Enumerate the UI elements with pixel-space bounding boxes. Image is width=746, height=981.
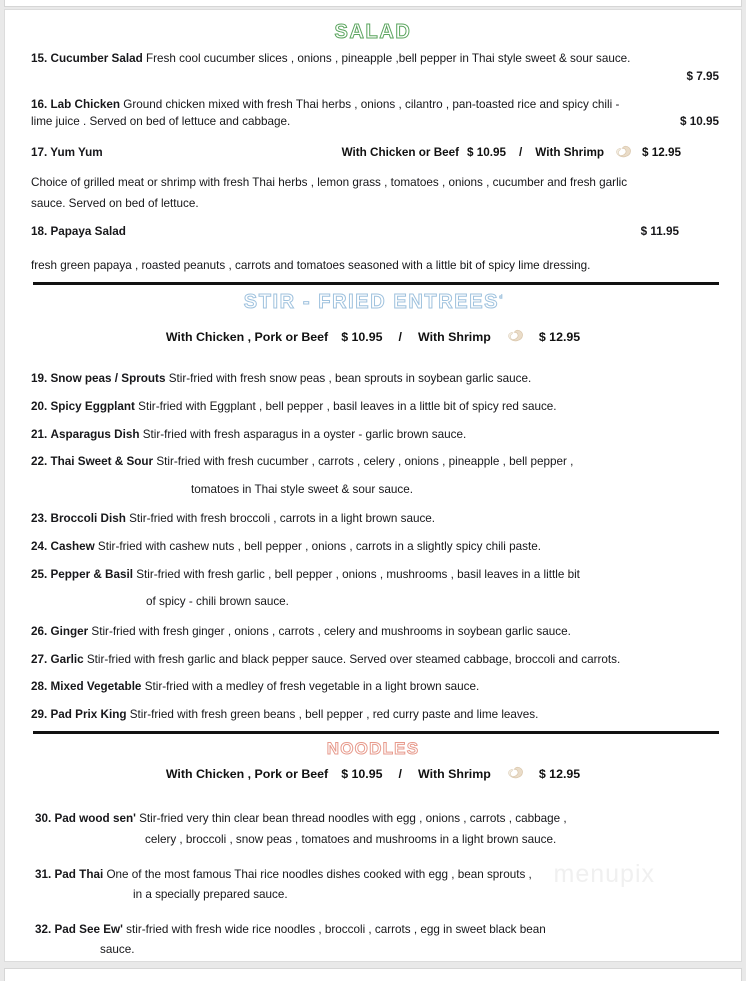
menu-item-19[interactable] xyxy=(31,371,719,388)
item-description: Stir-fried with fresh garlic and black pepper sauce. Served over steamed cabbage, broccoli and carrots. xyxy=(86,652,621,666)
item-description-line2: lime juice . Served on bed of lettuce and cabbage. xyxy=(31,114,291,128)
item-description-line2: sauce. xyxy=(100,943,135,957)
menu-page xyxy=(4,9,742,962)
noodles-combo-prices xyxy=(5,759,741,782)
item-number: 27. xyxy=(31,652,48,666)
item-18-name-row xyxy=(31,224,719,241)
menu-item-21[interactable] xyxy=(31,427,719,444)
item-number: 26. xyxy=(31,624,48,638)
menu-item-30[interactable] xyxy=(35,811,719,848)
item-description: Stir-fried with fresh garlic , bell pepper , onions , mushrooms , basil leaves in a little bit xyxy=(136,567,580,581)
item-17-description xyxy=(31,173,719,213)
combo-meat-label: With Chicken , Pork or Beef xyxy=(165,766,329,781)
item-number: 19. xyxy=(31,372,48,386)
combo-meat-price: $ 10.95 xyxy=(341,329,383,344)
item-description: Stir-fried with fresh ginger , onions , carrots , celery and mushrooms in soybean garlic sauce. xyxy=(91,624,571,638)
previous-page-edge xyxy=(4,0,742,7)
item-description: Stir-fried with fresh snow peas , bean sprouts in soybean garlic sauce. xyxy=(168,372,532,386)
stirfried-combo-prices xyxy=(5,314,741,345)
menu-item-24[interactable] xyxy=(31,539,719,556)
menu-item-18[interactable] xyxy=(31,224,719,277)
combo-meat-label: With Chicken or Beef xyxy=(341,145,460,159)
menu-item-16[interactable] xyxy=(31,97,719,130)
item-name: Thai Sweet & Sour xyxy=(50,455,154,469)
item-name: Pad Prix King xyxy=(50,707,127,721)
shrimp-icon xyxy=(612,144,634,161)
item-name: Broccoli Dish xyxy=(50,512,126,526)
menu-item-29[interactable] xyxy=(31,707,719,724)
menu-item-27[interactable] xyxy=(31,652,719,669)
item-description-line2: of spicy - chili brown sauce. xyxy=(146,595,289,609)
item-description: Stir-fried with fresh green beans , bell pepper , red curry paste and lime leaves. xyxy=(129,707,539,721)
next-page-edge xyxy=(4,968,742,981)
item-number: 22. xyxy=(31,455,48,469)
item-name-group xyxy=(31,145,103,162)
combo-shrimp-label: With Shrimp xyxy=(535,145,604,159)
section-heading-stirfried xyxy=(5,285,741,314)
item-name: Pepper & Basil xyxy=(50,567,133,581)
item-description-line1: Choice of grilled meat or shrimp with fresh Thai herbs , lemon grass , tomatoes , onions , cucumber and fresh garlic xyxy=(31,176,628,190)
item-name: Asparagus Dish xyxy=(50,427,140,441)
combo-meat-price: $ 10.95 xyxy=(341,766,383,781)
menu-item-25[interactable] xyxy=(31,567,719,611)
item-name: Ginger xyxy=(50,624,89,638)
item-description: stir-fried with fresh wide rice noodles , broccoli , carrots , egg in sweet black bean xyxy=(126,922,546,936)
item-name: Cucumber Salad xyxy=(50,52,143,65)
item-number: 32. xyxy=(35,922,52,936)
item-number: 21. xyxy=(31,427,48,441)
item-name-group xyxy=(31,224,126,241)
menu-item-32[interactable] xyxy=(35,922,719,959)
item-number: 31. xyxy=(35,867,52,881)
combo-shrimp-label: With Shrimp xyxy=(417,766,491,781)
item-description: Stir-fried with fresh cucumber , carrots , celery , onions , pineapple , bell pepper , xyxy=(156,455,574,469)
item-number: 24. xyxy=(31,540,48,554)
item-17-combo-prices xyxy=(342,144,681,161)
item-description: Stir-fried with a medley of fresh vegetable in a light brown sauce. xyxy=(144,680,480,694)
item-number: 29. xyxy=(31,707,48,721)
item-name: Cashew xyxy=(50,540,95,554)
menu-item-15[interactable] xyxy=(31,51,719,85)
combo-shrimp-price: $ 12.95 xyxy=(538,329,581,344)
item-number: 20. xyxy=(31,400,48,414)
item-number: 30. xyxy=(35,812,52,826)
combo-separator: / xyxy=(398,766,402,781)
combo-separator: / xyxy=(398,329,402,344)
item-number: 18. xyxy=(31,224,48,238)
section-heading-stirfried-label: STIR - FRIED ENTREES xyxy=(243,291,500,314)
section-heading-noodles xyxy=(5,734,741,759)
menu-item-17[interactable] xyxy=(31,144,719,213)
item-name: Pad See Ew' xyxy=(54,922,123,936)
section-heading-salad xyxy=(5,10,741,51)
item-price: $ 7.95 xyxy=(686,69,719,83)
combo-meat-price: $ 10.95 xyxy=(467,145,507,159)
item-description-line2: sauce. Served on bed of lettuce. xyxy=(31,196,199,210)
item-number: 15. xyxy=(31,52,48,65)
combo-meat-label: With Chicken , Pork or Beef xyxy=(165,329,329,344)
combo-separator: / xyxy=(519,145,523,159)
item-name: Pad Thai xyxy=(54,867,104,881)
combo-shrimp-price: $ 12.95 xyxy=(538,766,581,781)
item-name: Yum Yum xyxy=(50,145,103,159)
menu-item-20[interactable] xyxy=(31,399,719,416)
item-name: Mixed Vegetable xyxy=(50,680,142,694)
item-description: Fresh cool cucumber slices , onions , pineapple ,bell pepper in Thai style sweet & sour sauce. xyxy=(145,52,631,65)
menu-item-23[interactable] xyxy=(31,511,719,528)
section-heading-superscript-mark: ᵈ xyxy=(499,293,503,303)
item-name: Pad wood sen' xyxy=(54,812,136,826)
section-heading-noodles-label: NOODLES xyxy=(326,739,420,759)
stirfried-items xyxy=(5,345,741,723)
item-description: Stir-fried with cashew nuts , bell pepper , onions , carrots in a slightly spicy chili paste. xyxy=(97,540,541,554)
item-name: Papaya Salad xyxy=(50,224,126,238)
item-number: 28. xyxy=(31,680,48,694)
combo-shrimp-label: With Shrimp xyxy=(417,329,491,344)
item-description: Ground chicken mixed with fresh Thai herbs , onions , cilantro , pan-toasted rice and spicy chili - xyxy=(123,98,620,112)
item-price: $ 11.95 xyxy=(640,224,679,238)
shrimp-icon xyxy=(504,328,526,345)
item-description: Stir-fried with fresh broccoli , carrots in a light brown sauce. xyxy=(129,512,436,526)
item-description: Stir-fried with fresh asparagus in a oyster - garlic brown sauce. xyxy=(142,427,467,441)
item-17-name-row xyxy=(31,144,719,161)
combo-shrimp-price: $ 12.95 xyxy=(642,145,681,159)
item-price: $ 10.95 xyxy=(680,114,719,128)
item-number: 16. xyxy=(31,98,48,112)
item-number: 25. xyxy=(31,567,48,581)
item-description-line2: tomatoes in Thai style sweet & sour sauce. xyxy=(191,482,413,496)
item-description: Stir-fried with Eggplant , bell pepper , basil leaves in a little bit of spicy red sauce. xyxy=(138,400,557,414)
menu-item-31[interactable] xyxy=(35,867,719,904)
item-number: 17. xyxy=(31,145,48,159)
section-heading-salad-label: SALAD xyxy=(334,21,412,43)
item-description-line2: in a specially prepared sauce. xyxy=(133,888,288,902)
item-description-line2: celery , broccoli , snow peas , tomatoes and mushrooms in a light brown sauce. xyxy=(145,832,557,846)
item-number: 23. xyxy=(31,512,48,526)
salad-items xyxy=(5,51,741,276)
item-name: Spicy Eggplant xyxy=(50,400,135,414)
menupix-watermark: menupix xyxy=(553,860,655,888)
menu-item-28[interactable] xyxy=(31,679,719,696)
shrimp-icon xyxy=(504,765,526,782)
item-description: One of the most famous Thai rice noodles dishes cooked with egg , bean sprouts , xyxy=(106,867,532,881)
item-name: Snow peas / Sprouts xyxy=(50,372,166,386)
item-name: Lab Chicken xyxy=(50,98,120,112)
menu-item-22[interactable] xyxy=(31,454,719,498)
item-description: Stir-fried very thin clear bean thread noodles with egg , onions , carrots , cabbage , xyxy=(139,812,567,826)
menu-item-26[interactable] xyxy=(31,624,719,641)
item-name: Garlic xyxy=(50,652,84,666)
item-description: fresh green papaya , roasted peanuts , carrots and tomatoes seasoned with a little bit of spicy lime dressing. xyxy=(31,259,591,273)
noodles-items xyxy=(5,782,741,959)
item-18-description xyxy=(31,256,719,276)
